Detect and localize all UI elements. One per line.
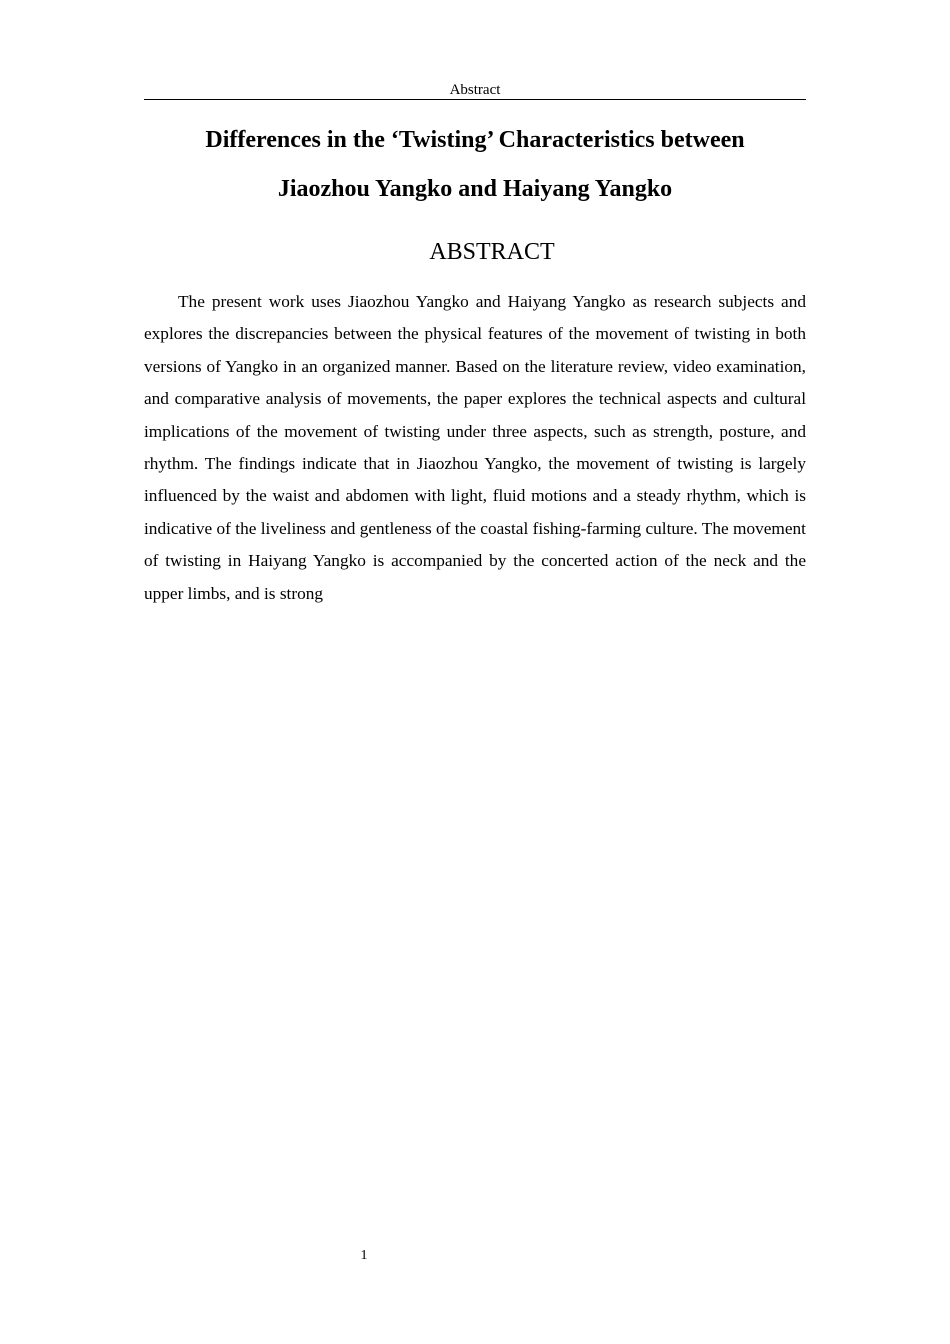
paper-title [144, 116, 806, 214]
running-header: Abstract [449, 82, 501, 98]
paper-title-line-1: Differences in the ‘Twisting’ Characteristics between [205, 127, 745, 153]
abstract-heading: ABSTRACT [429, 239, 555, 265]
paper-title-line-2: Jiaozhou Yangko and Haiyang Yangko [277, 176, 673, 202]
page-number: 1 [360, 1248, 368, 1263]
header-rule [144, 99, 806, 100]
abstract-paragraph: The present work uses Jiaozhou Yangko and Haiyang Yangko as research subjects and explores the discrepancies between the physical features of the movement of twisting in both versions of Yangko in an organized manner. Based on the literature review, video examination, and comparative analysis of movements, the paper explores the technical aspects and cultural implications of the movement of twisting under three aspects, such as strength, posture, and rhythm. The findings indicate that in Jiaozhou Yangko, the movement of twisting is largely influenced by the waist and abdomen with light, fluid motions and a steady rhythm, which is indicative of the liveliness and gentleness of the coastal fishing-farming culture. The movement of twisting in Haiyang Yangko is accompanied by the concerted action of the neck and the upper limbs, and is strong [144, 292, 806, 603]
